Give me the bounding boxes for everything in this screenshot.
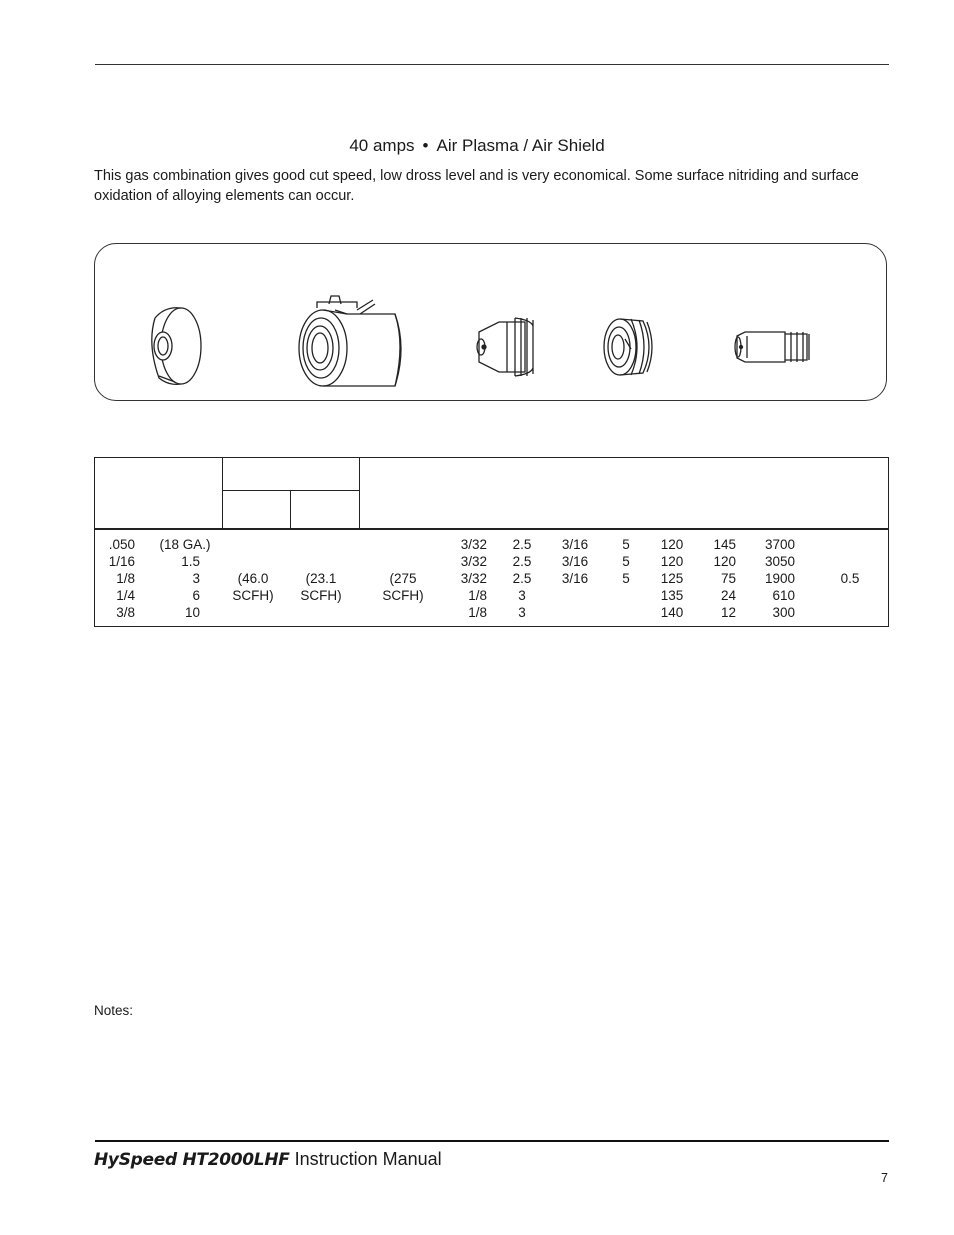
- table-cell: 1/8: [468, 605, 487, 620]
- table-cell: 75: [720, 571, 736, 586]
- table-cell: 2.5: [512, 571, 532, 586]
- notes-label: Notes:: [94, 1003, 134, 1018]
- table-cell: 3/16: [561, 537, 589, 552]
- swirl-ring-icon: [604, 319, 652, 375]
- table-cell: (46.0: [237, 571, 269, 586]
- table-cell: .050: [108, 537, 135, 552]
- title-gas: Air Plasma / Air Shield: [436, 136, 605, 155]
- table-cell: 3/8: [116, 605, 135, 620]
- footer-rule: [95, 1140, 889, 1142]
- table-cell: SCFH): [232, 588, 274, 603]
- table-cell: 3050: [764, 554, 795, 569]
- table-cell: (23.1: [305, 571, 337, 586]
- table-divider: [222, 458, 223, 528]
- table-cell: 24: [720, 588, 736, 603]
- table-divider: [290, 490, 291, 528]
- retaining-cap-icon: [299, 296, 401, 386]
- table-cell: 3/32: [460, 571, 487, 586]
- table-cell: 5: [622, 537, 630, 552]
- table-cell: 3/32: [460, 554, 487, 569]
- title-amps: 40 amps: [349, 136, 415, 155]
- table-divider: [359, 458, 360, 528]
- table-cell: (275: [389, 571, 417, 586]
- table-cell: 3: [518, 605, 526, 620]
- shield-cap-icon: [152, 308, 201, 385]
- table-cell: 125: [660, 571, 684, 586]
- table-cell: 120: [660, 554, 684, 569]
- table-cell: 1/16: [108, 554, 135, 569]
- table-cell: 10: [184, 605, 200, 620]
- table-cell: 3: [192, 571, 200, 586]
- table-cell: 145: [713, 537, 736, 552]
- table-cell: SCFH): [382, 588, 424, 603]
- top-rule: [95, 64, 889, 65]
- table-cell: 12: [720, 605, 736, 620]
- cut-chart-table: [94, 457, 889, 627]
- table-header-rule: [95, 528, 888, 530]
- table-cell: 3: [518, 588, 526, 603]
- footer-brand: HySpeed HT2000LHF: [94, 1150, 290, 1170]
- table-cell: 300: [772, 605, 795, 620]
- intro-paragraph: This gas combination gives good cut speed, low dross level and is very economical. Some surface nitriding and surface oxidation of alloying elements can occur.: [94, 168, 859, 204]
- table-divider: [222, 490, 359, 491]
- table-cell: 3/32: [460, 537, 487, 552]
- footer-manual-title: Instruction Manual: [294, 1149, 442, 1169]
- table-cell: 120: [660, 537, 684, 552]
- table-cell: 1/8: [116, 571, 135, 586]
- table-cell: 1.5: [181, 554, 200, 569]
- table-cell: 3700: [764, 537, 795, 552]
- table-cell: 140: [660, 605, 684, 620]
- electrode-icon: [735, 332, 809, 362]
- table-cell: 3/16: [561, 554, 589, 569]
- footer-title: [94, 1149, 442, 1170]
- table-cell: (18 GA.): [159, 537, 211, 552]
- table-cell: 1900: [764, 571, 795, 586]
- table-cell: 1/8: [468, 588, 487, 603]
- table-cell: 6: [192, 588, 200, 603]
- table-cell: 5: [622, 554, 630, 569]
- table-cell: 3/16: [561, 571, 589, 586]
- title-separator: •: [422, 136, 429, 155]
- table-cell: 1/4: [116, 588, 135, 603]
- table-cell: 610: [772, 588, 795, 603]
- table-cell: 2.5: [512, 554, 532, 569]
- page-number: 7: [881, 1171, 888, 1185]
- nozzle-icon: [477, 318, 533, 376]
- parts-illustration: [95, 244, 888, 402]
- page-title: [0, 136, 954, 156]
- table-cell: 5: [622, 571, 630, 586]
- table-cell: 135: [660, 588, 684, 603]
- table-cell: 120: [713, 554, 736, 569]
- table-cell: SCFH): [300, 588, 342, 603]
- consumable-parts-panel: [94, 243, 887, 401]
- table-cell: 2.5: [512, 537, 532, 552]
- table-cell: 0.5: [840, 571, 860, 586]
